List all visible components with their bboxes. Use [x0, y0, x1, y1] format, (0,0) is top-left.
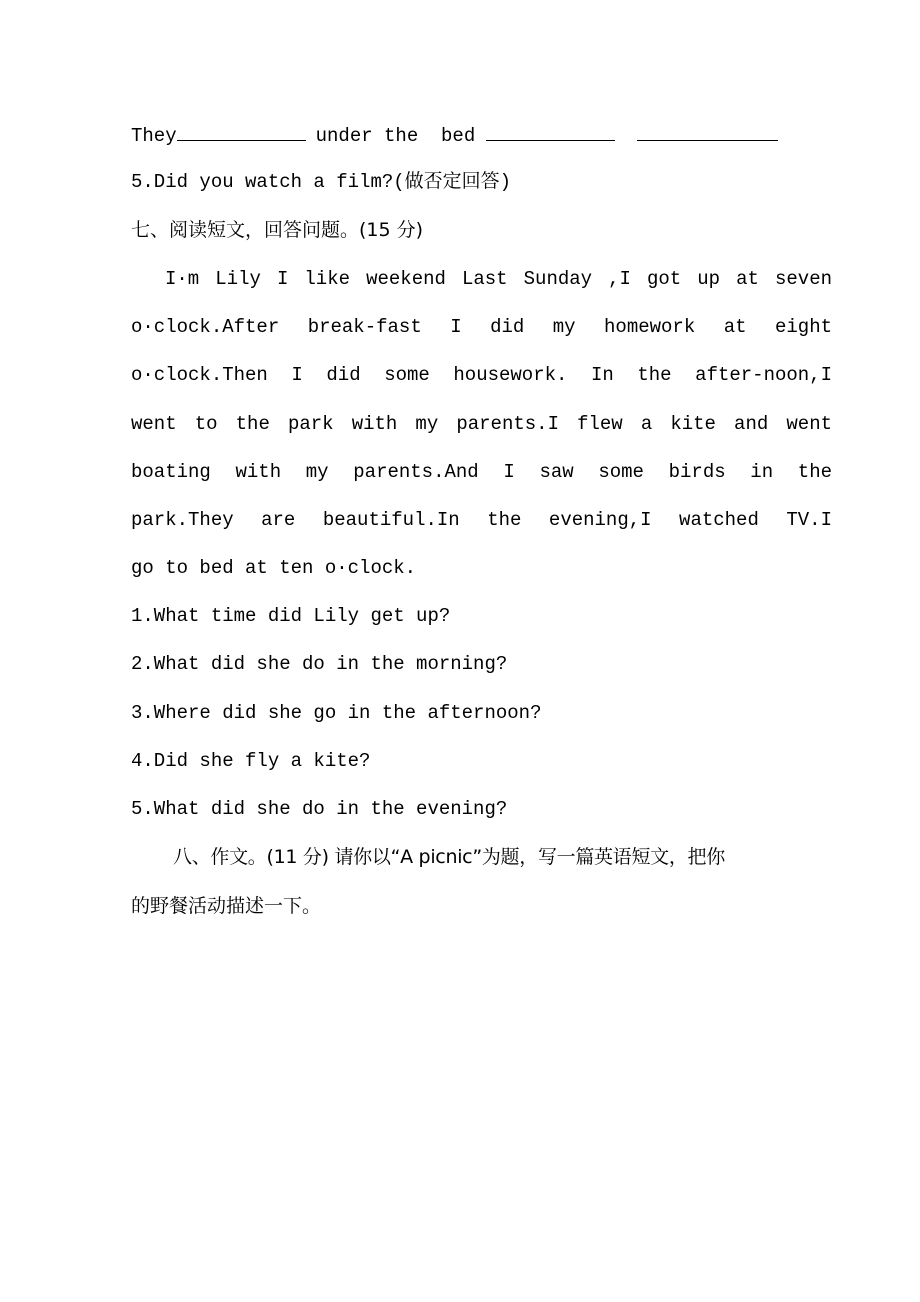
question-3: 3.Where did she go in the afternoon?	[131, 702, 542, 724]
passage-line-2: o·clock.After break-fast I did my homework at eight	[131, 316, 832, 338]
passage-line-7: go to bed at ten o·clock.	[131, 557, 417, 579]
fill-in-sentence	[131, 122, 778, 148]
passage-line-5: boating with my parents.And I saw some birds in the	[131, 461, 832, 483]
passage-line-1: I·m Lily I like weekend Last Sunday ,I got up at seven	[165, 268, 832, 290]
question-5-negative: 5.Did you watch a film?(做否定回答)	[131, 171, 512, 193]
sentence-prefix: They	[131, 125, 177, 147]
passage-line-6: park.They are beautiful.In the evening,I watched TV.I	[131, 509, 832, 531]
section-7-heading: 七、阅读短文，回答问题。(15 分)	[131, 219, 424, 241]
question-2: 2.What did she do in the morning?	[131, 653, 508, 675]
sentence-middle: under the bed	[315, 125, 476, 147]
answer-blank-1[interactable]	[177, 122, 306, 141]
question-4: 4.Did she fly a kite?	[131, 750, 371, 772]
question-5: 5.What did she do in the evening?	[131, 798, 508, 820]
answer-blank-3[interactable]	[637, 122, 778, 141]
passage-line-4: went to the park with my parents.I flew a kite and went	[131, 413, 832, 435]
answer-blank-2[interactable]	[486, 122, 615, 141]
question-1: 1.What time did Lily get up?	[131, 605, 451, 627]
section-8-prompt-line-2: 的野餐活动描述一下。	[131, 895, 322, 917]
section-8-prompt-line-1: 八、作文。(11 分) 请你以“A picnic”为题，写一篇英语短文，把你	[173, 846, 725, 868]
passage-line-3: o·clock.Then I did some housework. In the after-noon,I	[131, 364, 832, 386]
